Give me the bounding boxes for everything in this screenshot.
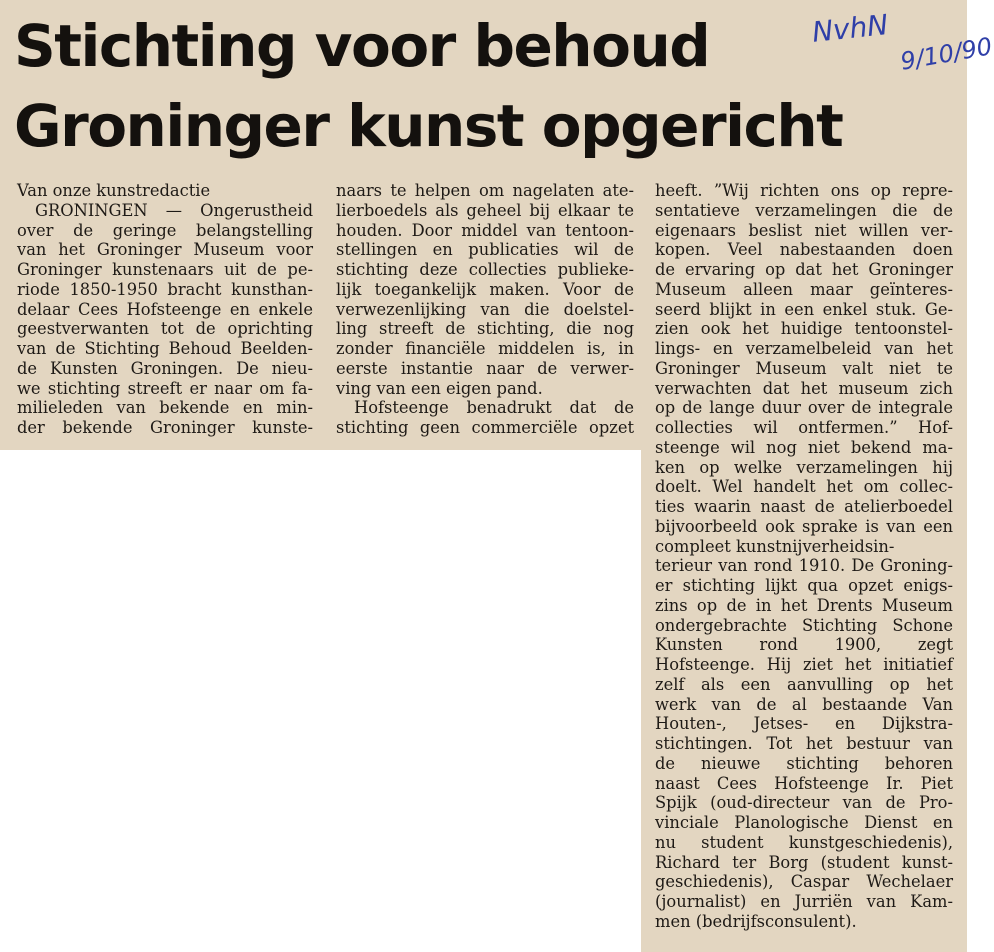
column-1-body [17, 201, 313, 438]
column-3-line: men (bedrijfsconsulent). [655, 911, 857, 931]
column-3-line: sentatieve verzamelingen die de [655, 200, 953, 220]
article-column-3 [655, 181, 953, 932]
column-2-line: naars te helpen om nagelaten ate- [336, 181, 634, 200]
column-2-line: eerste instantie naar de verwer- [336, 358, 634, 378]
handwritten-date-note: 9/10/90 [898, 32, 994, 76]
column-3-line: nu student kunstgeschiedenis), [655, 832, 953, 852]
article-byline: Van onze kunstredactie [17, 181, 211, 200]
column-3-line: Hofsteenge. Hij ziet het initiatief [655, 655, 953, 674]
column-3-line: (journalist) en Jurriën van Kam- [655, 892, 953, 911]
column-3-line: Museum alleen maar geïnteres- [655, 279, 953, 299]
column-1-line: der bekende Groninger kunste- [17, 418, 313, 437]
column-3-line: ties waarin naast de atelierboedel [655, 497, 953, 516]
column-3-line: terieur van rond 1910. De Groning- [655, 556, 953, 576]
column-1-line: riode 1850-1950 bracht kunsthan- [17, 279, 313, 299]
column-1-line: delaar Cees Hofsteenge en enkele [17, 299, 313, 319]
column-3-body [655, 181, 953, 932]
column-3-line: heeft. ”Wij richten ons op repre- [655, 181, 953, 200]
headline-line-2: Groninger kunst opgericht [14, 92, 843, 160]
column-3-line: Kunsten rond 1900, zegt [655, 635, 953, 655]
column-3-line: Groninger Museum valt niet te [655, 358, 953, 378]
column-2-line: lierboedels als geheel bij elkaar te [336, 200, 634, 220]
column-2-line: verwezenlijking van die doelstel- [336, 299, 634, 319]
column-2-line: lijk toegankelijk maken. Voor de [336, 279, 634, 299]
column-1-line: geestverwanten tot de oprichting [17, 319, 313, 339]
column-3-line: lings- en verzamelbeleid van het [655, 339, 953, 358]
handwritten-source-note: NvhN [810, 8, 890, 49]
column-3-line: collecties wil ontfermen.” Hof- [655, 418, 953, 437]
column-1-line: over de geringe belangstelling [17, 220, 313, 240]
column-2-line: ling streeft de stichting, die nog [336, 319, 634, 339]
column-2-line: Hofsteenge benadrukt dat de [354, 398, 634, 418]
column-3-line: ken op welke verzamelingen hij [655, 457, 953, 477]
article-column-1 [17, 181, 313, 438]
column-3-line: steenge wil nog niet bekend ma- [655, 437, 953, 457]
column-3-line: verwachten dat het museum zich [655, 378, 953, 398]
column-3-line: doelt. Wel handelt het om collec- [655, 477, 953, 497]
article-column-2 [336, 181, 634, 438]
column-3-line: zelf als een aanvulling op het [655, 674, 953, 694]
column-1-line: GRONINGEN — Ongerustheid [35, 200, 313, 220]
column-3-line: er stichting lijkt qua opzet enigs- [655, 576, 953, 595]
column-1-line: we stichting streeft er naar om fa- [17, 378, 313, 398]
column-3-line: naast Cees Hofsteenge Ir. Piet [655, 773, 953, 793]
column-3-line: compleet kunstnijverheidsin- [655, 536, 895, 556]
column-3-line: Spijk (oud-directeur van de Pro- [655, 793, 953, 813]
column-2-body [336, 181, 634, 438]
column-3-line: op de lange duur over de integrale [655, 398, 953, 418]
column-3-line: seerd blijkt in een enkel stuk. Ge- [655, 299, 953, 319]
column-3-line: Richard ter Borg (student kunst- [655, 852, 953, 872]
column-2-line: houden. Door middel van tentoon- [336, 220, 634, 240]
column-2-line: stichting deze collecties publieke- [336, 260, 634, 279]
column-3-line: de nieuwe stichting behoren [655, 753, 953, 773]
column-2-line: stellingen en publicaties wil de [336, 240, 634, 260]
column-3-line: eigenaars beslist niet willen ver- [655, 220, 953, 240]
column-3-line: vinciale Planologische Dienst en [655, 813, 953, 832]
article-headline [14, 6, 914, 166]
column-2-line: zonder financiële middelen is, in [336, 339, 634, 358]
column-3-line: stichtingen. Tot het bestuur van [655, 734, 953, 753]
headline-line-1: Stichting voor behoud [14, 12, 710, 80]
column-1-line: van het Groninger Museum voor [17, 240, 313, 260]
column-1-line: milieleden van bekende en min- [17, 398, 313, 418]
column-2-line: ving van een eigen pand. [336, 378, 543, 398]
column-3-line: zins op de in het Drents Museum [655, 595, 953, 615]
column-3-line: zien ook het huidige tentoonstel- [655, 319, 953, 339]
column-3-line: de ervaring op dat het Groninger [655, 260, 953, 279]
column-1-line: Groninger kunstenaars uit de pe- [17, 260, 313, 279]
column-2-line: stichting geen commerciële opzet [336, 418, 634, 437]
column-3-line: kopen. Veel nabestaanden doen [655, 240, 953, 260]
column-3-line: werk van de al bestaande Van [655, 694, 953, 714]
column-3-line: Houten-, Jetses- en Dijkstra- [655, 714, 953, 734]
column-3-line: bijvoorbeeld ook sprake is van een [655, 516, 953, 536]
column-1-line: de Kunsten Groningen. De nieu- [17, 358, 313, 378]
column-3-line: geschiedenis), Caspar Wechelaer [655, 872, 953, 892]
column-3-line: ondergebrachte Stichting Schone [655, 615, 953, 635]
column-1-line: van de Stichting Behoud Beelden- [17, 339, 313, 358]
